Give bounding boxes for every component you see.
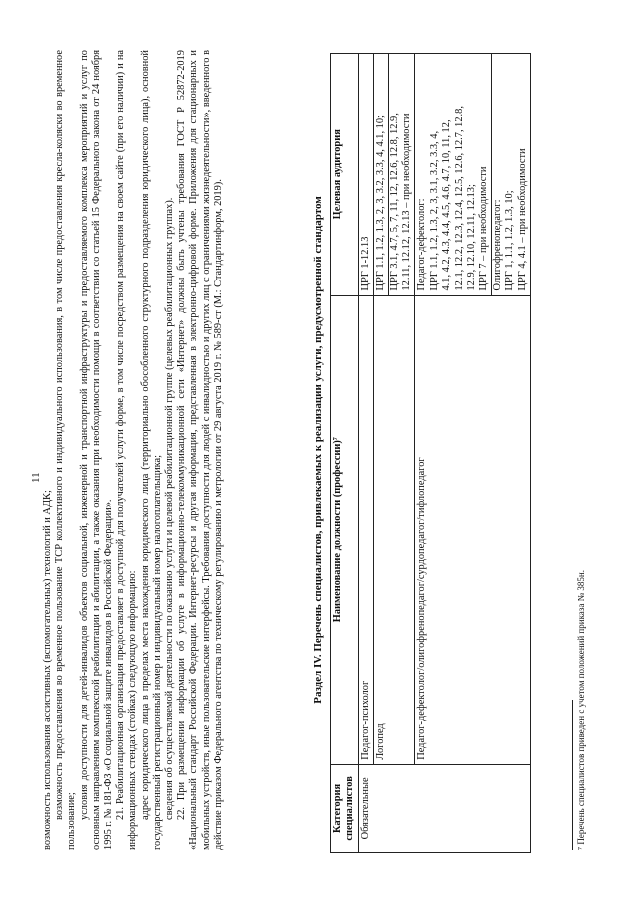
header-position: Наименование должности (профессии)⁷ [331, 295, 359, 764]
position-cell: Педагог-дефектолог/олигофренопедагог/сурдопедагог/тифлопедагог [415, 295, 531, 764]
audience-line: ЦРГ 4, 4.1 – при необходимости [516, 148, 528, 291]
footnote-rule [572, 700, 573, 850]
audience-cell [374, 54, 415, 296]
table-row [358, 54, 373, 853]
rotated-content [20, 28, 620, 878]
paragraph: возможность использования ассистивных (вспомогательных) технологий и АДК; [42, 490, 53, 850]
body-text [42, 50, 225, 850]
specialists-table [330, 53, 531, 853]
audience-line: ЦРГ 1.1, 1.2, 1.3, 2, 3, 3.2, 3.3, 4, 4.1, 10; [375, 115, 387, 291]
paragraph: адрес юридического лица в пределах места нахождения юридического лица (территориально обособленного структурного подразделения юридического лица), основной государственный регистрационный номер и индивидуальный номер налогоплательщика; [139, 50, 163, 850]
paragraph: 22. При размещении информации об услуге в информационно-телекоммуникационной сети «Интернет» должны быть учтены требования ГОСТ Р 52872-2019 «Национальный стандарт Российской Федерации. Интернет-ресурсы и другая информация, представленная в электронно-цифровой форме. Приложения для стационарных и мобильных устройств, иные пользовательские интерфейсы. Требования доступности для людей с инвалидностью и других лиц с ограничениями жизнедеятельности», введенного в действие приказом Федерального агентства по техническому регулированию и метрологии от 29 августа 2019 г. № 589-ст (М.: Стандартинформ, 2019). [176, 50, 224, 850]
audience-cell [358, 54, 373, 296]
header-audience: Целевая аудитория [331, 54, 359, 296]
audience-line: Олигофренопедагог: [491, 54, 504, 295]
paragraph: сведения об осуществляемой деятельности по оказанию услуги и целевой реабилитационной группе (целевых реабилитационных группах). [164, 197, 176, 820]
audience-line: ЦРГ 1-12.13 [359, 236, 371, 291]
audience-line: ЦРГ 7 – при необходимости [478, 166, 490, 291]
table-row [415, 54, 531, 853]
section-title: Раздел IV. Перечень специалистов, привлекаемых к реализации услуги, предусмотренной стандартом [312, 196, 324, 704]
audience-line: Педагог-дефектолог: [416, 198, 428, 291]
audience-line: 4.1, 4.2, 4.3, 4.4, 4.5, 4.6, 4.7, 10, 11, 12, [441, 119, 453, 291]
page-number: 11 [30, 472, 42, 483]
table-header-row [331, 54, 359, 853]
paragraph: возможность предоставления во временное пользование ТСР коллективного и индивидуального использования, в том числе предоставления кресла-коляски во временное пользование; [54, 50, 78, 850]
audience-line: ЦРГ 1, 1.1, 1.2, 1.3, 10; [504, 190, 516, 291]
position-cell: Логопед [374, 295, 415, 764]
audience-line: ЦРГ 3.1, 4.7, 5, 7, 11, 12, 12.6, 12.8, 12.9, [388, 54, 401, 295]
footnote: ⁷ Перечень специалистов приведен с учетом положений приказа № 385н. [576, 570, 586, 850]
paragraph: 21. Реабилитационная организация предоставляет в доступной для получателей услуги форме, в том числе посредством размещения на своем сайте (при его наличии) и на информационных стендах (стойках) следующую информацию: [115, 50, 139, 850]
audience-line: ЦРГ 1.1, 1.2, 1.3, 2, 3, 3.1, 3.2, 3.3, 4, [428, 130, 440, 291]
category-cell: Обязательные [358, 764, 530, 852]
position-cell: Педагог-психолог [358, 295, 373, 764]
audience-line: 12.9, 12.10, 12.11, 12.13; [466, 184, 478, 291]
paragraph: условия доступности для детей-инвалидов объектов социальной, инженерной и транспортной инфраструктуры и предоставляемого комплекса мероприятий и услуг по основным направлениям комплексной реабилитации и абилитации, а также оказания при необходимости помощи в соответствии со статьей 15 Федерального закона от 24 ноября 1995 г. № 181-ФЗ «О социальной защите инвалидов в Российской Федерации». [78, 50, 115, 850]
table-row [374, 54, 415, 853]
audience-cell [415, 54, 531, 296]
audience-line: 12.1, 12.2, 12.3, 12.4, 12.5, 12.6, 12.7, 12.8, [453, 106, 465, 291]
audience-line: 12.11, 12.12, 12.13 – при необходимости [401, 113, 413, 291]
header-category: Категория специалистов [331, 764, 359, 852]
